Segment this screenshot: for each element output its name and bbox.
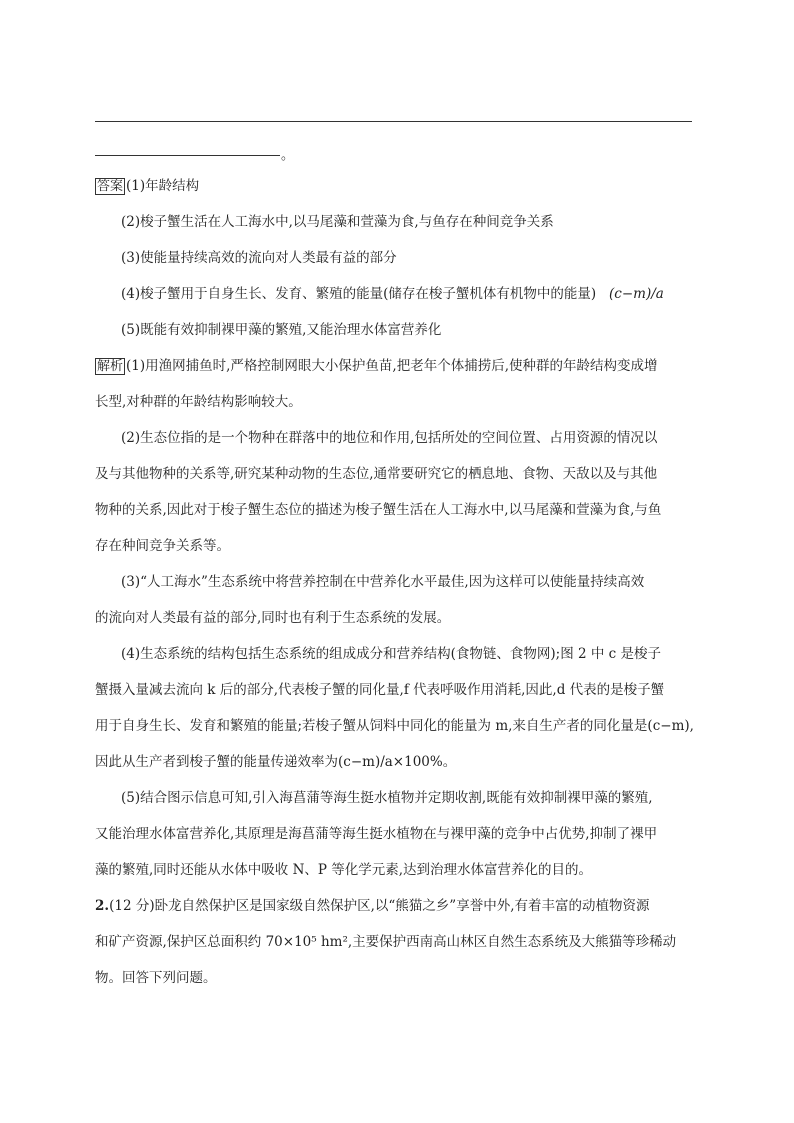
answer-2: (2)梭子蟹生活在人工海水中,以马尾藻和萱藻为食,与鱼存在种间竞争关系: [121, 214, 554, 230]
answer-5: (5)既能有效抑制裸甲藻的繁殖,又能治理水体富营养化: [121, 322, 442, 338]
analysis-p2-l2: 及与其他物种的关系等,研究某种动物的生态位,通常要研究它的栖息地、食物、天敌以及与其他: [95, 466, 658, 482]
analysis-p2-l4: 存在种间竞争关系等。: [95, 538, 230, 554]
analysis-p2-l1: (2)生态位指的是一个物种在群落中的地位和作用,包括所处的空间位置、占用资源的情况以: [121, 430, 658, 446]
question-2-line-1: [95, 897, 649, 915]
question-2-l2: 和矿产资源,保护区总面积约 70×10⁵ hm²,主要保护西南高山林区自然生态系统及大熊猫等珍稀动: [95, 934, 677, 950]
answer-4: (4)梭子蟹用于自身生长、发育、繁殖的能量(储存在梭子蟹机体有机物中的能量): [121, 286, 597, 302]
analysis-p4-l1: (4)生态系统的结构包括生态系统的组成成分和营养结构(食物链、食物网);图 2 中 c 是梭子: [121, 646, 662, 662]
blank-end-mark: 。: [281, 148, 295, 163]
analysis-p1-l1: (1)用渔网捕鱼时,严格控制网眼大小保护鱼苗,把老年个体捕捞后,使种群的年龄结构变成增: [126, 358, 658, 374]
question-2-l3: 物。回答下列问题。: [95, 970, 217, 986]
analysis-p1-l2: 长型,对种群的年龄结构影响较大。: [95, 394, 302, 410]
question-2-number: 2.: [95, 898, 110, 914]
answer-tag: 答案: [97, 179, 124, 194]
analysis-p3-l1: (3)“人工海水”生态系统中将营养控制在中营养化水平最佳,因为这样可以使能量持续高效: [121, 574, 645, 590]
analysis-p5-l2: 又能治理水体富营养化,其原理是海菖蒲等海生挺水植物在与裸甲藻的竞争中占优势,抑制了裸甲: [95, 826, 658, 842]
answer-3: (3)使能量持续高效的流向对人类最有益的部分: [121, 250, 397, 266]
analysis-p2-l3: 物种的关系,因此对于梭子蟹生态位的描述为梭子蟹生活在人工海水中,以马尾藻和萱藻为食,与鱼: [95, 502, 662, 518]
analysis-line-1: [95, 357, 658, 376]
analysis-tag: 解析: [97, 359, 124, 374]
answer-line-1: [95, 177, 199, 196]
analysis-p4-l3: 用于自身生长、发育和繁殖的能量;若梭子蟹从饲料中同化的能量为 m,来自生产者的同化量是(c−m),: [95, 718, 694, 734]
analysis-p3-l2: 的流向对人类最有益的部分,同时也有利于生态系统的发展。: [95, 610, 451, 626]
analysis-p5-l3: 藻的繁殖,同时还能从水体中吸收 N、P 等化学元素,达到治理水体富营养化的目的。: [95, 862, 593, 878]
answer-4-formula: (c−m)/a: [609, 286, 664, 302]
answer-line-4: [121, 285, 664, 303]
analysis-p4-l2: 蟹摄入量减去流向 k 后的部分,代表梭子蟹的同化量,f 代表呼吸作用消耗,因此,d 代表的是梭子蟹: [95, 682, 665, 698]
answer-1: (1)年龄结构: [126, 178, 200, 194]
analysis-p4-l4: 因此从生产者到梭子蟹的能量传递效率为(c−m)/a×100%。: [95, 754, 457, 770]
answer-blank-line-short: [95, 155, 280, 156]
answer-blank-line: [95, 121, 692, 122]
question-2-l1: (12 分)卧龙自然保护区是国家级自然保护区,以“熊猫之乡”享誉中外,有着丰富的动植物资源: [109, 898, 650, 914]
analysis-p5-l1: (5)结合图示信息可知,引入海菖蒲等海生挺水植物并定期收割,既能有效抑制裸甲藻的繁殖,: [121, 790, 653, 806]
